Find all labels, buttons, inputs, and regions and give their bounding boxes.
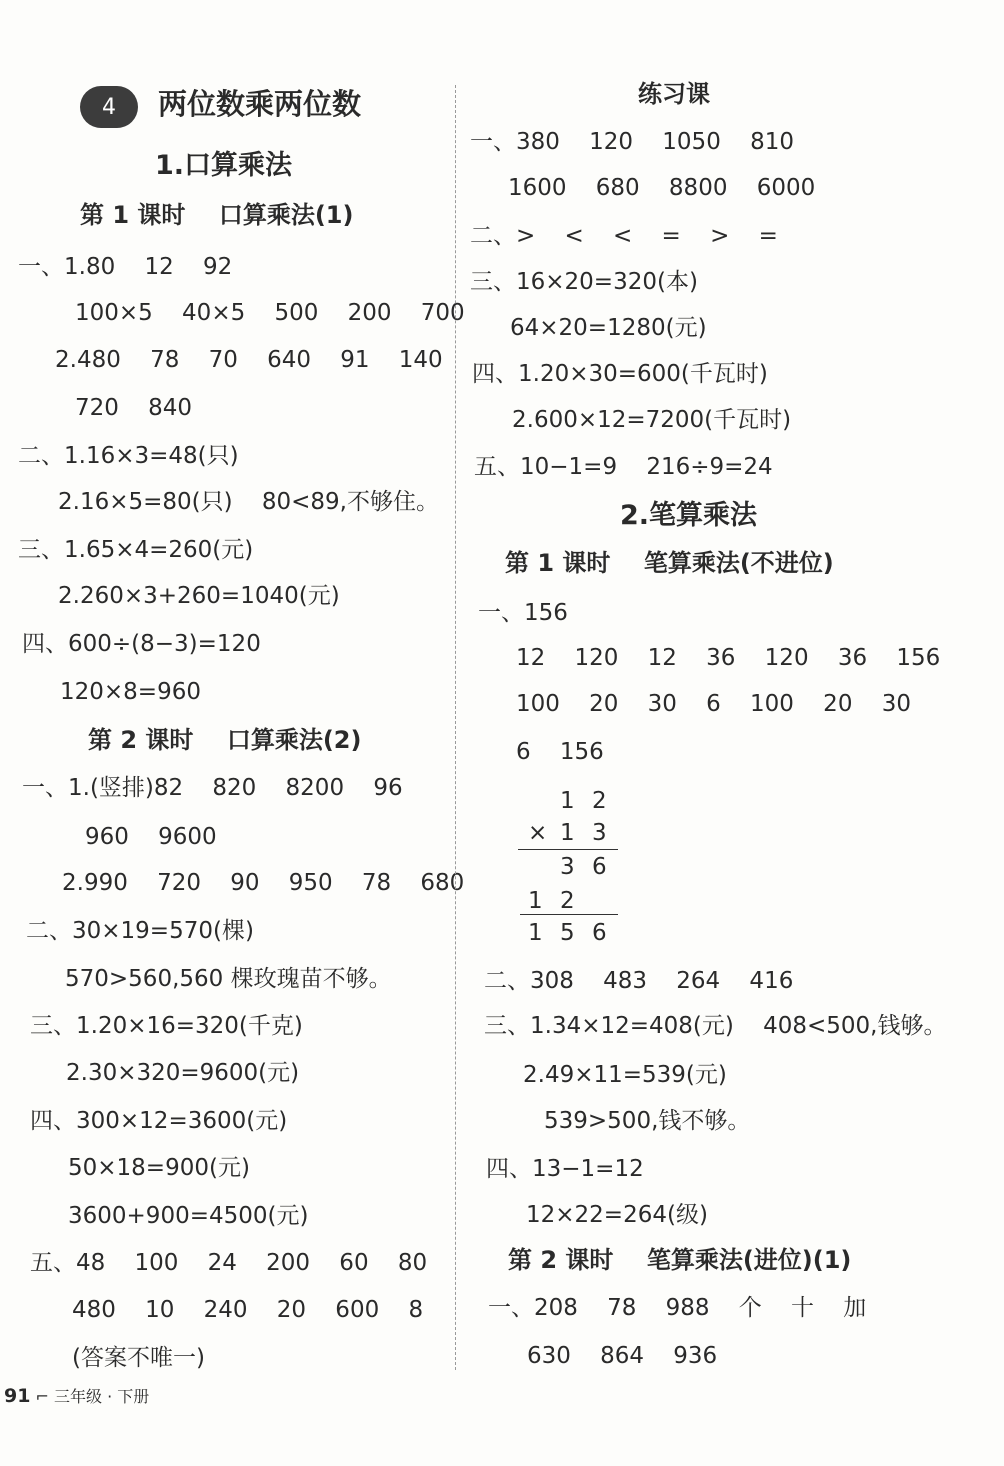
left-line-a4: 720 840 <box>75 395 193 421</box>
left-line-b13: (答案不唯一) <box>72 1345 205 1371</box>
left-line-b2: 960 9600 <box>85 824 217 850</box>
left-line-a6: 2.16×5=80(只) 80<89,不够住。 <box>58 489 439 515</box>
left-line-b11: 五、48 100 24 200 60 80 <box>30 1250 428 1276</box>
left-line-a5: 二、1.16×3=48(只) <box>18 443 239 469</box>
chapter-title: 两位数乘两位数 <box>158 87 362 121</box>
right-line-p7: 2.600×12=7200(千瓦时) <box>512 407 792 433</box>
left-line-b12: 480 10 240 20 600 8 <box>72 1297 424 1323</box>
right-line-p6: 四、1.20×30=600(千瓦时) <box>472 361 768 387</box>
left-line-a9: 四、600÷(8−3)=120 <box>22 631 261 657</box>
left-line-b3: 2.990 720 90 950 78 680 <box>62 870 465 896</box>
calc-digit: 6 <box>592 854 607 880</box>
left-line-a3: 2.480 78 70 640 91 140 <box>55 347 443 373</box>
right-line-p3: 二、> < < = > = <box>470 223 778 249</box>
right-line-d1: 一、208 78 988 个 十 加 <box>488 1295 867 1321</box>
left-line-b1: 一、1.(竖排)82 820 8200 96 <box>22 775 403 801</box>
right-line-l3: 第 1 课时 笔算乘法(不进位) <box>505 549 834 577</box>
calc-rule-line <box>520 914 618 915</box>
left-line-b8: 四、300×12=3600(元) <box>30 1108 288 1134</box>
right-line-c1: 一、156 <box>478 600 568 626</box>
page-number: 91 <box>4 1385 31 1407</box>
right-line-d2: 630 864 936 <box>527 1343 718 1369</box>
calc-digit: 3 <box>592 820 607 846</box>
right-line-s2: 2.笔算乘法 <box>620 500 758 531</box>
right-line-c3: 100 20 30 6 100 20 30 <box>516 691 911 717</box>
calc-rule-line <box>518 849 618 850</box>
calc-digit: 2 <box>560 888 575 914</box>
calc-digit: 1 <box>528 920 543 946</box>
right-line-p2: 1600 680 8800 6000 <box>508 175 816 201</box>
vertical-multiplication <box>518 786 628 951</box>
calc-digit: × <box>528 820 548 846</box>
chapter-number-badge: 4 <box>80 86 138 128</box>
left-line-a8: 2.260×3+260=1040(元) <box>58 583 340 609</box>
calc-digit: 1 <box>560 788 575 814</box>
page-footer <box>4 1384 149 1407</box>
right-line-c8: 539>500,钱不够。 <box>544 1108 751 1134</box>
calc-digit: 6 <box>592 920 607 946</box>
right-line-p8: 五、10−1=9 216÷9=24 <box>474 454 773 480</box>
grade-label: 三年级 · 下册 <box>54 1387 150 1406</box>
right-line-c9: 四、13−1=12 <box>486 1156 644 1182</box>
left-line-b7: 2.30×320=9600(元) <box>66 1060 300 1086</box>
right-line-c6: 三、1.34×12=408(元) 408<500,钱够。 <box>484 1013 947 1039</box>
left-line-a10: 120×8=960 <box>60 679 201 705</box>
right-line-l4: 第 2 课时 笔算乘法(进位)(1) <box>508 1246 852 1274</box>
right-line-c5: 二、308 483 264 416 <box>484 968 794 994</box>
calc-digit: 5 <box>560 920 575 946</box>
left-line-b9: 50×18=900(元) <box>68 1155 250 1181</box>
left-line-l1: 第 1 课时 口算乘法(1) <box>80 201 354 229</box>
calc-digit: 1 <box>528 888 543 914</box>
left-line-b10: 3600+900=4500(元) <box>68 1203 309 1229</box>
calc-digit: 2 <box>592 788 607 814</box>
right-line-p5: 64×20=1280(元) <box>510 315 707 341</box>
calc-digit: 1 <box>560 820 575 846</box>
right-line-p0: 练习课 <box>638 80 710 108</box>
right-line-c10: 12×22=264(级) <box>526 1202 708 1228</box>
right-line-c7: 2.49×11=539(元) <box>523 1062 727 1088</box>
left-line-a2: 100×5 40×5 500 200 700 <box>75 300 465 326</box>
right-line-c2: 12 120 12 36 120 36 156 <box>516 645 941 671</box>
right-line-p4: 三、16×20=320(本) <box>470 269 698 295</box>
right-line-c4: 6 156 <box>516 739 604 765</box>
footer-mark: ⌐ <box>35 1387 55 1406</box>
left-line-a7: 三、1.65×4=260(元) <box>18 537 254 563</box>
calc-digit: 3 <box>560 854 575 880</box>
left-line-a1: 一、1.80 12 92 <box>18 254 233 280</box>
left-line-s1: 1.口算乘法 <box>155 150 293 181</box>
column-divider <box>455 85 456 1370</box>
left-line-b4: 二、30×19=570(棵) <box>26 918 254 944</box>
left-line-b5: 570>560,560 棵玫瑰苗不够。 <box>65 966 392 992</box>
left-line-l2: 第 2 课时 口算乘法(2) <box>88 726 362 754</box>
right-line-p1: 一、380 120 1050 810 <box>470 129 794 155</box>
left-line-b6: 三、1.20×16=320(千克) <box>30 1013 303 1039</box>
